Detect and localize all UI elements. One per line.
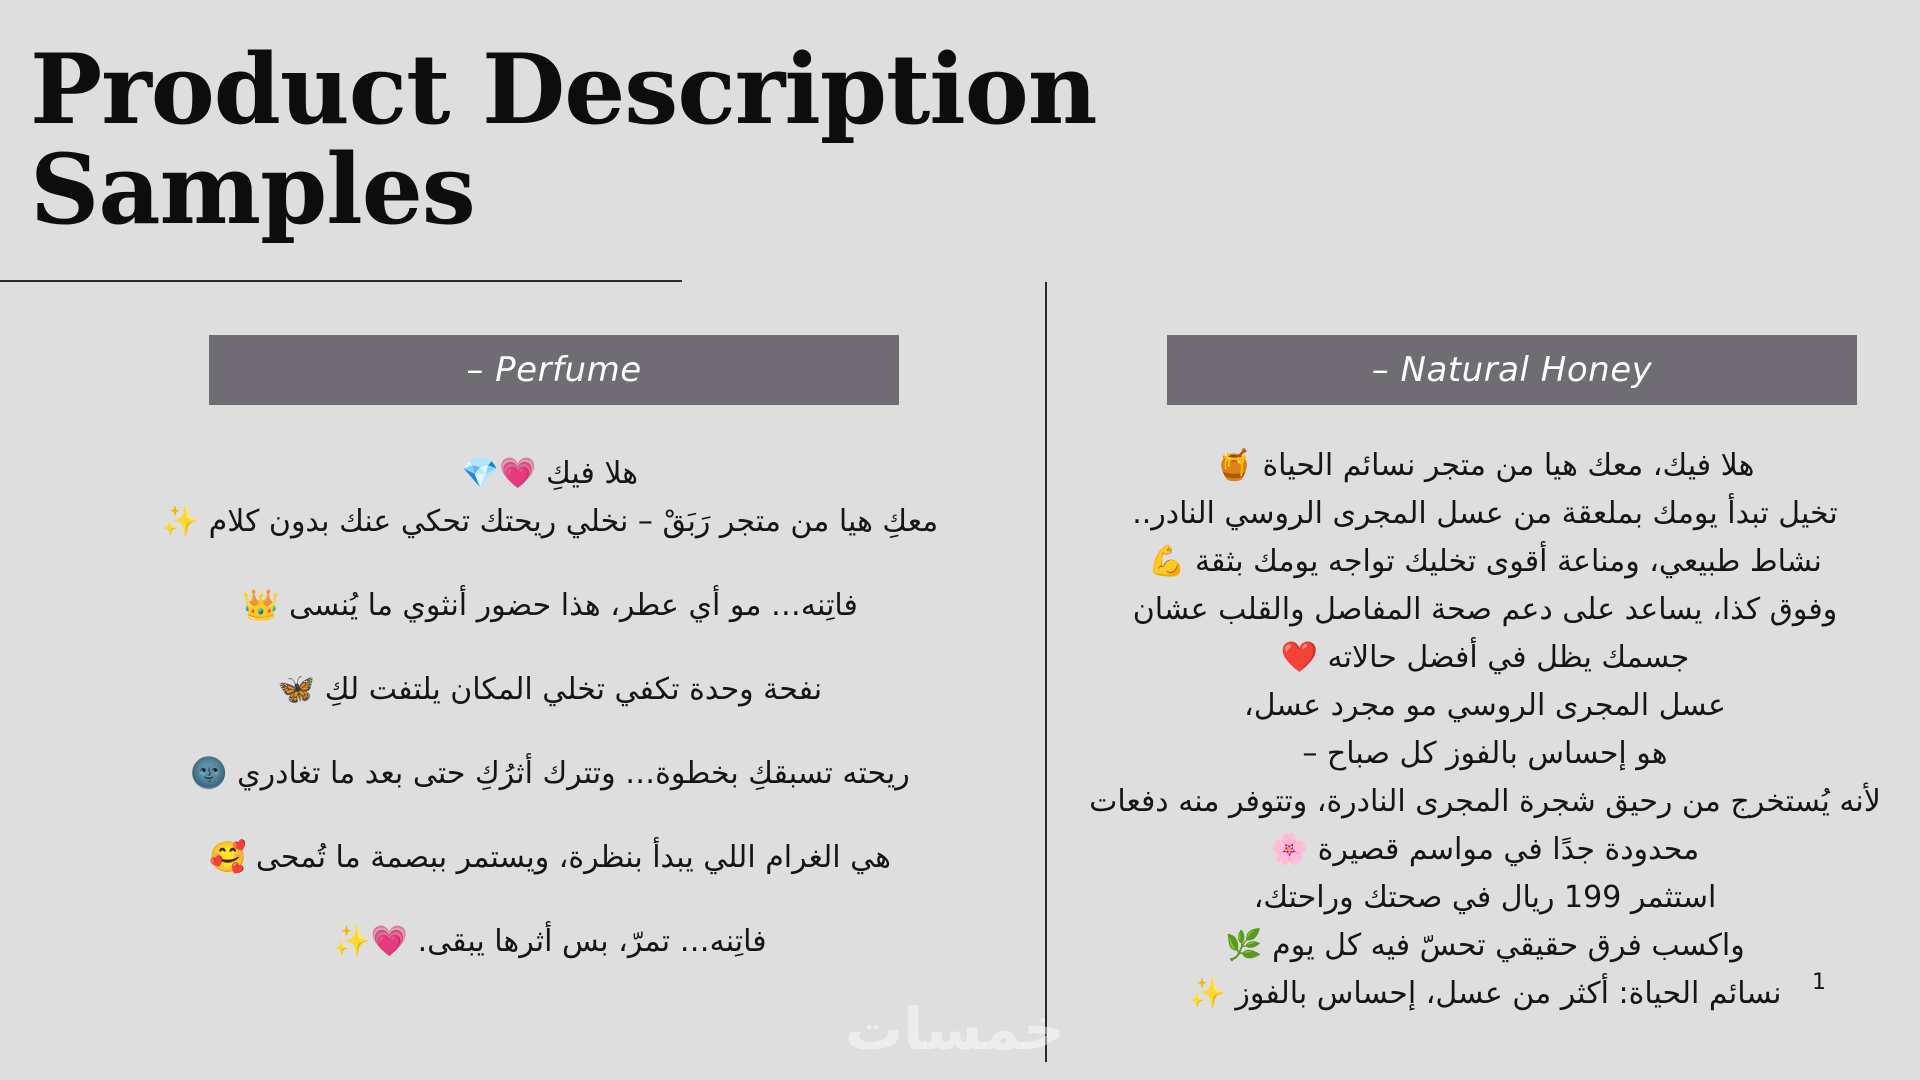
page-title [30, 33, 1097, 246]
perfume-paragraph [100, 750, 1000, 798]
footnote-marker: 1 [1812, 970, 1826, 995]
perfume-paragraph [100, 582, 1000, 630]
perfume-paragraph [100, 450, 1000, 546]
honey-line: هلا فيك، معك هيا من متجر نسائم الحياة 🍯 [1215, 448, 1755, 483]
page-title-line-2: Samples [30, 133, 475, 246]
honey-line: نشاط طبيعي، ومناعة أقوى تخليك تواجه يومك بثقة 💪 [1148, 544, 1822, 579]
perfume-line: معكِ هيا من متجر رَبَقْ – نخلي ريحتك تحكي عنك بدون كلام ✨ [161, 504, 939, 539]
honey-line: عسل المجرى الروسي مو مجرد عسل، [1244, 688, 1726, 723]
honey-line: وفوق كذا، يساعد على دعم صحة المفاصل والقلب عشان [1132, 592, 1838, 627]
perfume-line: فاتِنه… تمرّ، بس أثرها يبقى. 💗✨ [333, 924, 767, 959]
perfume-line: فاتِنه… مو أي عطر، هذا حضور أنثوي ما يُنسى 👑 [242, 588, 858, 623]
column-divider [1045, 282, 1047, 1062]
honey-line: تخيل تبدأ يومك بملعقة من عسل المجرى الروسي النادر.. [1132, 496, 1838, 531]
perfume-heading: – Perfume [209, 335, 899, 405]
perfume-description [100, 450, 1000, 1002]
perfume-paragraph [100, 834, 1000, 882]
perfume-line: ريحته تسبقكِ بخطوة… وتترك أثرُكِ حتى بعد ما تغادري 🌚 [190, 756, 910, 791]
title-underline [0, 280, 682, 282]
honey-line: واكسب فرق حقيقي تحسّ فيه كل يوم 🌿 [1225, 928, 1745, 963]
watermark-logo: خمسات [845, 995, 1065, 1063]
page-title-line-1: Product Description [30, 33, 1097, 146]
honey-line: لأنه يُستخرج من رحيق شجرة المجرى النادرة، وتتوفر منه دفعات [1089, 784, 1881, 819]
perfume-paragraph [100, 918, 1000, 966]
honey-line: نسائم الحياة: أكثر من عسل، إحساس بالفوز ✨ [1188, 976, 1782, 1011]
perfume-line: هي الغرام اللي يبدأ بنظرة، ويستمر ببصمة ما تُمحى 🥰 [209, 840, 891, 875]
honey-line: استثمر 199 ريال في صحتك وراحتك، [1253, 880, 1717, 915]
perfume-paragraph [100, 666, 1000, 714]
honey-line: جسمك يظل في أفضل حالاته ❤️ [1280, 640, 1690, 675]
perfume-line: هلا فيكِ 💗💎 [461, 456, 639, 491]
honey-description [1050, 442, 1920, 1018]
honey-line: محدودة جدًا في مواسم قصيرة 🌸 [1270, 832, 1700, 867]
honey-heading: – Natural Honey [1167, 335, 1857, 405]
perfume-line: نفحة وحدة تكفي تخلي المكان يلتفت لكِ 🦋 [277, 672, 823, 707]
honey-line: هو إحساس بالفوز كل صباح – [1302, 736, 1668, 771]
